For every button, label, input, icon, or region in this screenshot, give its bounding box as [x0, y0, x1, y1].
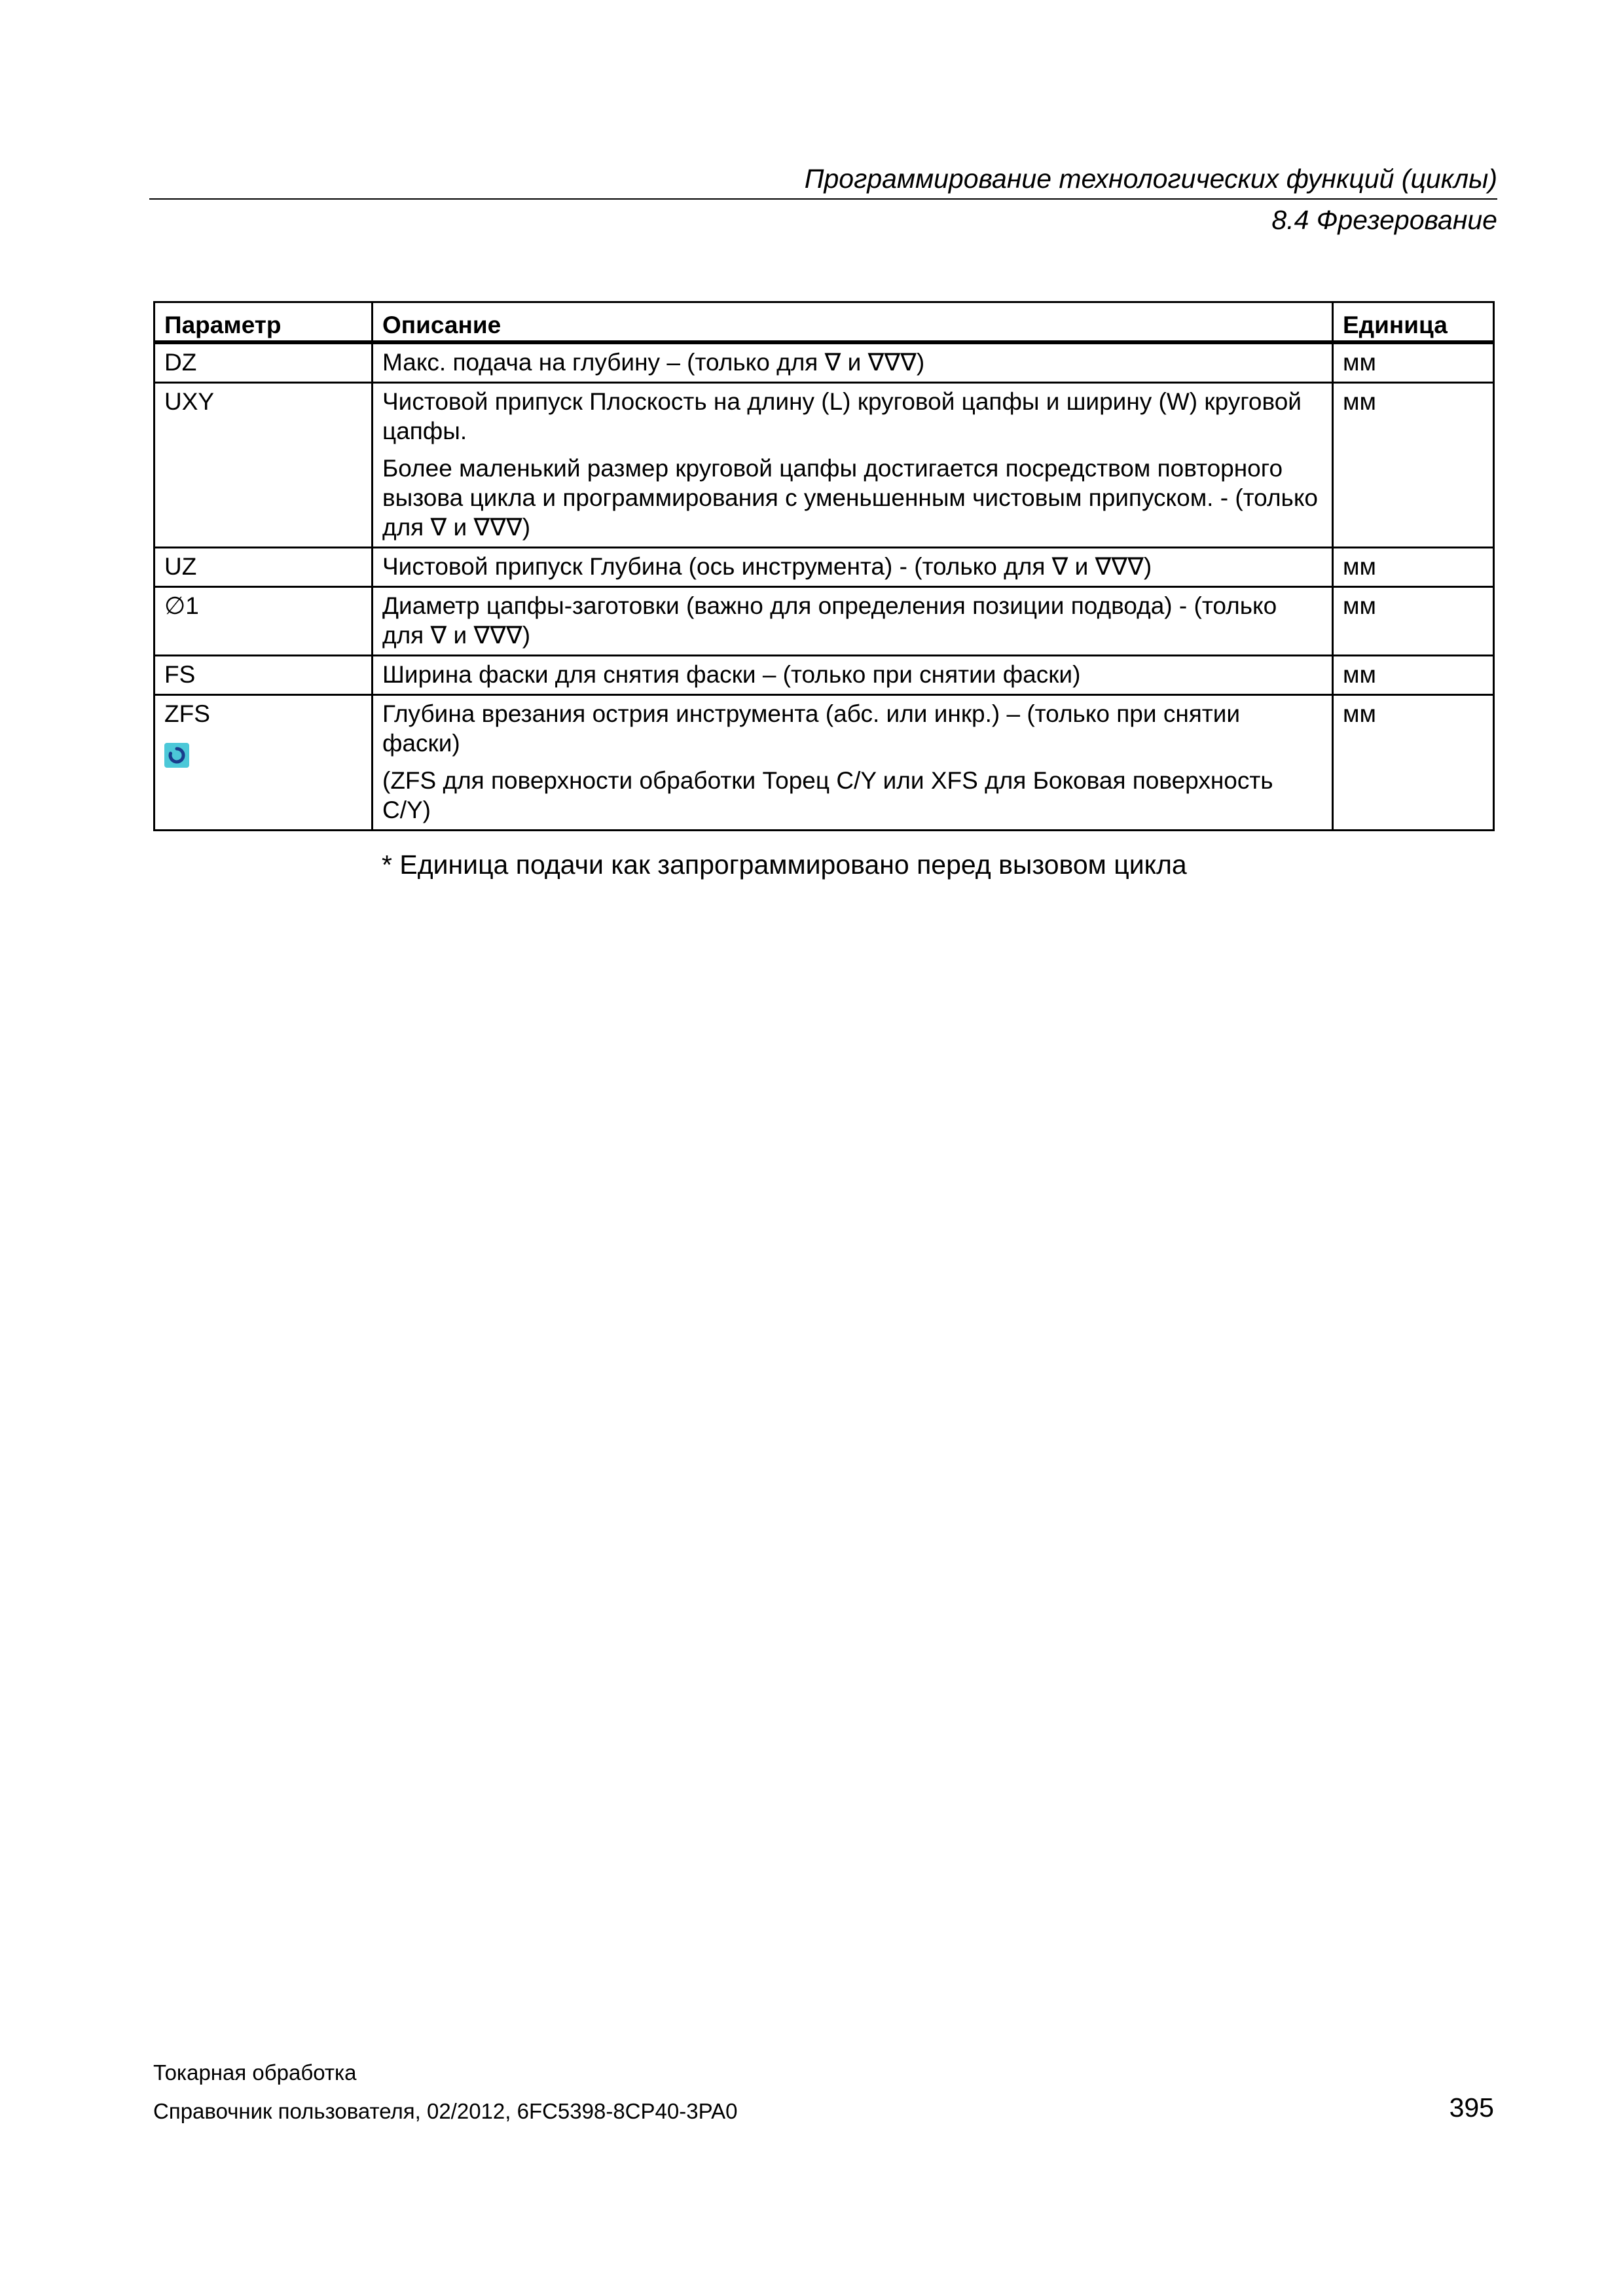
table-row: [155, 695, 1494, 831]
table-row: [155, 383, 1494, 548]
column-header-unit: Единица: [1333, 302, 1494, 343]
description-text: Глубина врезания острия инструмента (абс. или инкр.) – (только при снятии фаски): [382, 700, 1241, 757]
param-cell: UXY: [155, 383, 373, 548]
rotate-toggle-icon: [164, 743, 189, 768]
description-text: Диаметр цапфы-заготовки (важно для определения позиции подвода) - (только для ∇ и ∇∇∇): [382, 592, 1277, 649]
description-text: Макс. подача на глубину – (только для ∇ и ∇∇∇): [382, 349, 925, 376]
description-text: Ширина фаски для снятия фаски – (только при снятии фаски): [382, 661, 1081, 688]
feed-unit-footnote: * Единица подачи как запрограммировано перед вызовом цикла: [382, 850, 1187, 880]
footer-reference: Справочник пользователя, 02/2012, 6FC5398-8CP40-3PA0: [153, 2099, 738, 2123]
column-header-parameter: Параметр: [155, 302, 373, 343]
footer-book-title: Токарная обработка: [153, 2060, 357, 2085]
unit-cell: мм: [1333, 342, 1494, 383]
param-cell: DZ: [155, 342, 373, 383]
param-cell: ∅1: [155, 587, 373, 656]
unit-cell: мм: [1333, 548, 1494, 587]
table-row: [155, 587, 1494, 656]
description-text: (ZFS для поверхности обработки Торец C/Y или XFS для Боковая поверхность C/Y): [382, 767, 1273, 823]
description-text: Чистовой припуск Глубина (ось инструмента) - (только для ∇ и ∇∇∇): [382, 553, 1152, 580]
description-text: Более маленький размер круговой цапфы достигается посредством повторного вызова цикла и программирования с уменьшенным чистовым припуском. - (только для ∇ и ∇∇∇): [382, 455, 1318, 541]
chapter-title: Программирование технологических функций (циклы): [804, 164, 1497, 194]
table-row: [155, 656, 1494, 695]
description-text: Чистовой припуск Плоскость на длину (L) круговой цапфы и ширину (W) круговой цапфы.: [382, 388, 1302, 444]
param-cell: [155, 695, 373, 831]
unit-cell: мм: [1333, 656, 1494, 695]
page-number: 395: [1449, 2092, 1494, 2123]
column-header-description: Описание: [373, 302, 1333, 343]
unit-cell: мм: [1333, 695, 1494, 831]
description-cell: [373, 656, 1333, 695]
section-title: 8.4 Фрезерование: [1271, 205, 1497, 235]
param-name: ZFS: [164, 700, 210, 727]
description-cell: [373, 383, 1333, 548]
parameter-table: [153, 301, 1495, 831]
description-cell: [373, 587, 1333, 656]
description-cell: [373, 695, 1333, 831]
table-header-row: [155, 302, 1494, 343]
header-rule: [149, 198, 1497, 200]
description-cell: [373, 548, 1333, 587]
table-row: [155, 342, 1494, 383]
table-row: [155, 548, 1494, 587]
description-cell: [373, 342, 1333, 383]
unit-cell: мм: [1333, 383, 1494, 548]
param-cell: UZ: [155, 548, 373, 587]
unit-cell: мм: [1333, 587, 1494, 656]
param-cell: FS: [155, 656, 373, 695]
